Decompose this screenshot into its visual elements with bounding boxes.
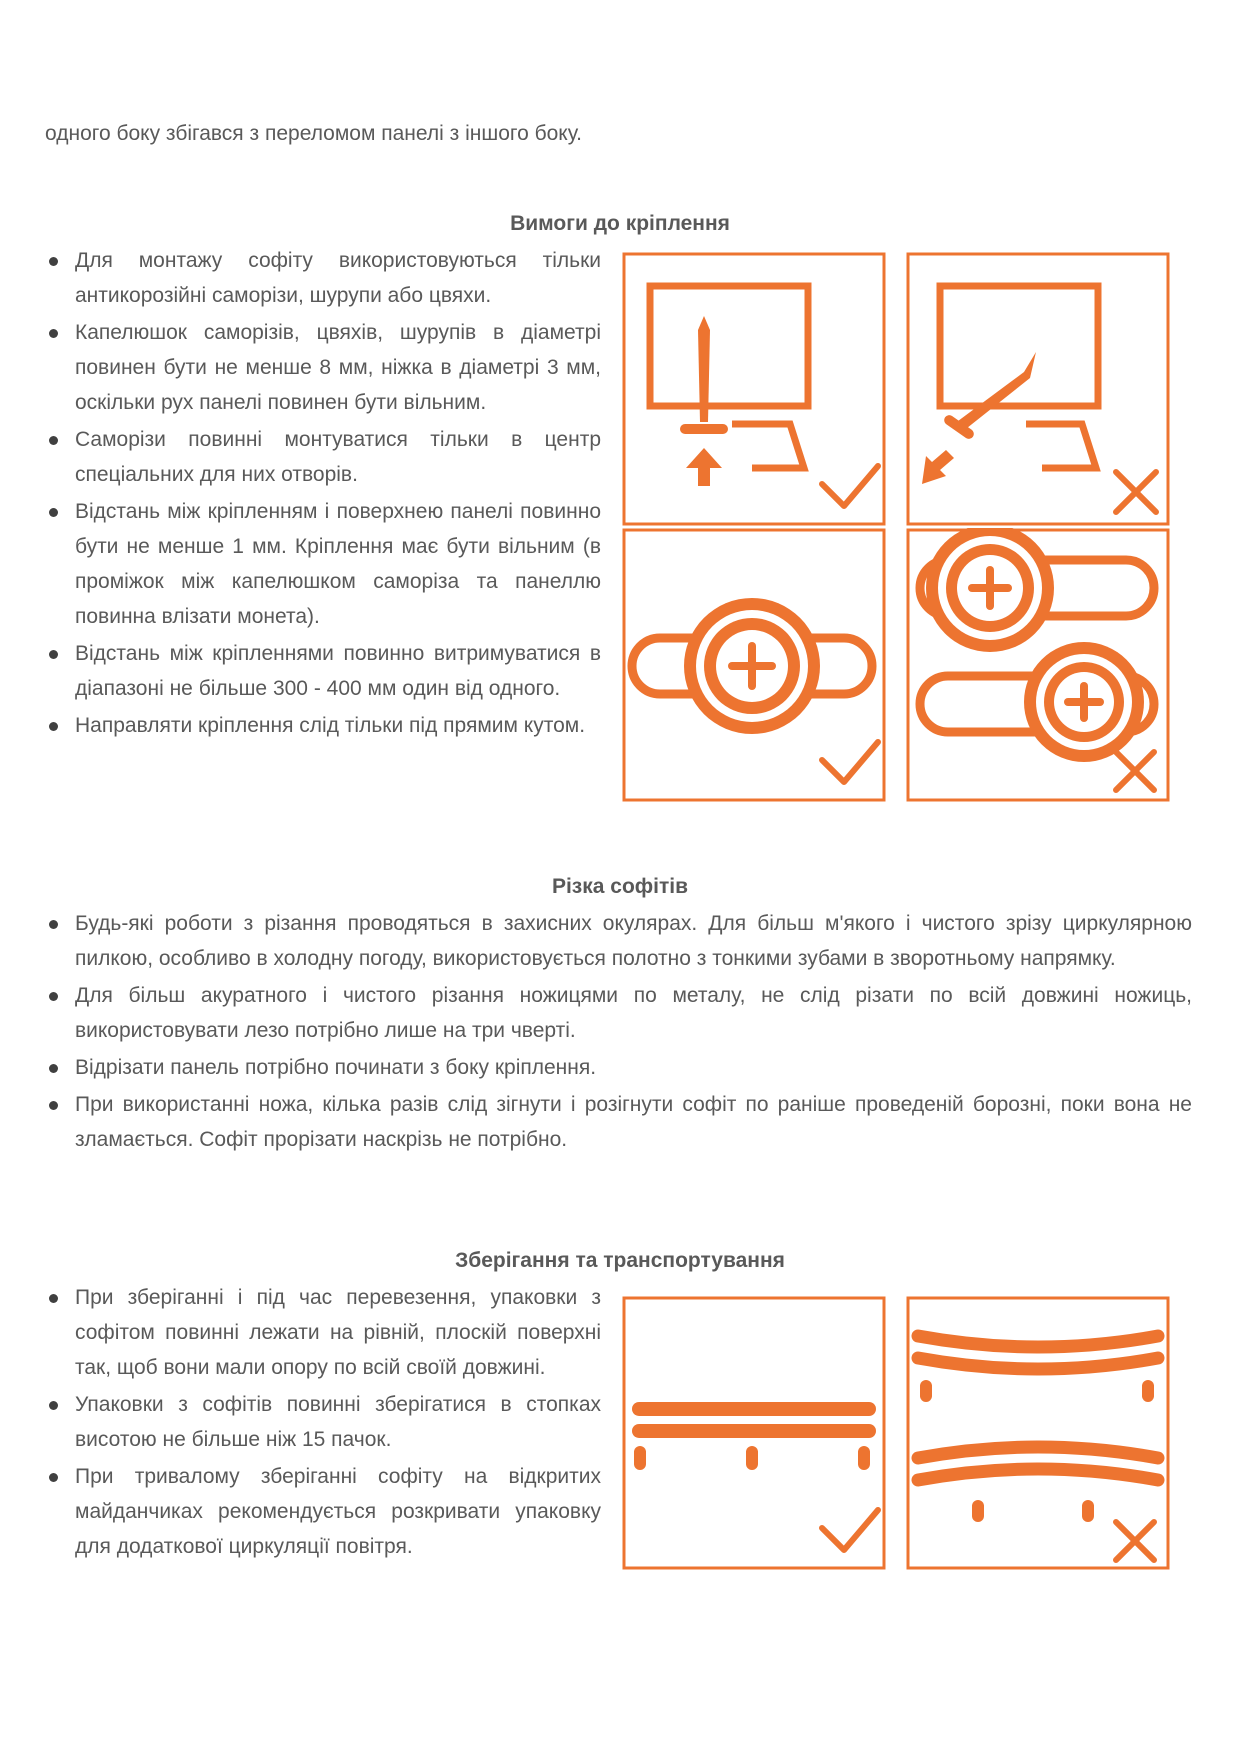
fastening-list [45,243,601,745]
slot-offcenter-illustration [906,528,1170,802]
intro-text: одного боку збігався з переломом панелі з іншого боку. [45,122,582,145]
slot-icon [920,528,1154,652]
storage-list [45,1280,601,1566]
list-item: Направляти кріплення слід тільки під прямим кутом. [45,708,601,743]
check-icon [822,1510,878,1550]
cross-icon [1116,752,1154,790]
list-item: Відстань між кріпленнями повинно витримуватися в діапазоні не більше 300 - 400 мм один від одного. [45,636,601,706]
screw-angled-illustration [906,252,1170,526]
arrow-up-icon [686,448,722,486]
list-item: Саморізи повинні монтуватися тільки в центр спеціальних для них отворів. [45,422,601,492]
uneven-storage-illustration [906,1296,1170,1570]
list-item: Відстань між кріпленням і поверхнею панелі повинно бути не менше 1 мм. Кріплення має бути вільним (в проміжок між капелюшком самоpiза та панеллю повинна влізати монета). [45,494,601,634]
slot-centered-illustration [622,528,886,802]
stack-icon [918,1447,1158,1480]
check-icon [822,742,878,782]
section-title-storage: Зберігання та транспортування [455,1249,785,1272]
flat-storage-illustration [622,1296,886,1570]
cross-icon [1116,1522,1154,1560]
cross-icon [1116,472,1156,512]
list-item: Для більш акуратного і чистого різання ножицями по металу, не слід різати по всій довжині ножиць, використовувати лезо потрібно лише на три чверті. [45,978,1192,1048]
screw-straight-illustration [622,252,886,526]
screw-icon [954,352,1036,432]
list-item: Для монтажу софіту використовуються тільки антикорозійні саморізи, шурупи або цвяхи. [45,243,601,313]
list-item: Капелюшок саморізів, цвяхів, шурупів в діаметрі повинен бути не менше 8 мм, ніжка в діаметрі 3 мм, оскільки рух панелі повинен бути вільним. [45,315,601,420]
list-item: Відрізати панель потрібно починати з боку кріплення. [45,1050,1192,1085]
stack-icon [632,1402,876,1470]
section-title-fastening: Вимоги до кріплення [510,212,730,235]
screw-icon [698,316,710,422]
list-item: При зберіганні і під час перевезення, упаковки з софітом повинні лежати на рівній, плоскій поверхні так, щоб вони мали опору по всій своїй довжині. [45,1280,601,1385]
list-item: Упаковки з софітів повинні зберігатися в стопках висотою не більше ніж 15 пачок. [45,1387,601,1457]
cutting-list [45,906,1192,1159]
slot-icon [920,642,1154,762]
section-title-cutting: Різка софітів [551,875,689,898]
slot-icon [632,598,872,734]
stack-icon [918,1336,1158,1369]
arrow-icon [922,450,954,484]
check-icon [822,466,878,506]
list-item: При тривалому зберіганні софіту на відкритих майданчиках рекомендується розкривати упаковку для додаткової циркуляції повітря. [45,1459,601,1564]
list-item: При використанні ножа, кілька разів слід зігнути і розігнути софіт по раніше проведеній борозні, поки вона не зламається. Софіт прорізати наскрізь не потрібно. [45,1087,1192,1157]
list-item: Будь-які роботи з різання проводяться в захисних окулярах. Для більш м'якого і чистого зрізу циркулярною пилкою, особливо в холодну погоду, використовується полотно з тонкими зубами в зворотньому напрямку. [45,906,1192,976]
